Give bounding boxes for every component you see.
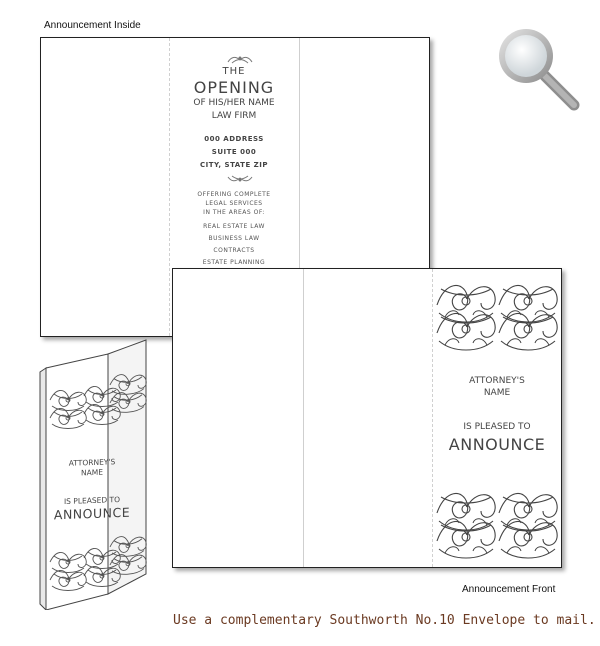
- inside-address-line1: 000 ADDRESS: [204, 135, 264, 143]
- preview-pleased: IS PLEASED TO: [63, 495, 121, 506]
- inside-offering-line2: LEGAL SERVICES: [205, 200, 263, 207]
- flourish-ornament-top: [435, 275, 559, 353]
- inside-his-her-name: OF HIS/HER NAME: [193, 98, 275, 108]
- flourish-ornament-bottom: [435, 483, 559, 561]
- inside-area-estate-planning: ESTATE PLANNING: [202, 259, 266, 266]
- inside-area-real-estate: REAL ESTATE LAW: [203, 223, 265, 230]
- small-ornament-mid: [227, 173, 253, 185]
- caption-front: Announcement Front: [462, 584, 556, 595]
- inside-offering-line3: IN THE AREAS OF:: [203, 209, 265, 216]
- front-pleased: IS PLEASED TO: [463, 422, 531, 432]
- small-ornament-top: [227, 52, 253, 66]
- inside-address-line2: SUITE 000: [211, 148, 257, 156]
- announcement-front-card[interactable]: [172, 268, 562, 568]
- inside-offering-line1: OFFERING COMPLETE: [197, 191, 271, 198]
- front-attorneys: ATTORNEY'S: [469, 376, 525, 386]
- inside-law-firm: LAW FIRM: [211, 111, 257, 121]
- preview-announce: ANNOUNCE: [53, 504, 131, 523]
- preview-name: NAME: [81, 467, 103, 478]
- inside-area-contracts: CONTRACTS: [213, 247, 255, 254]
- preview-attorneys: ATTORNEY'S: [68, 457, 116, 468]
- envelope-note: Use a complementary Southworth No.10 Envelope to mail.: [173, 613, 596, 628]
- caption-inside: Announcement Inside: [44, 20, 141, 31]
- front-fold-left: [303, 269, 304, 567]
- front-fold-right: [432, 269, 433, 567]
- inside-opening: OPENING: [193, 78, 275, 97]
- magnifier-icon[interactable]: [490, 20, 585, 112]
- inside-the: THE: [222, 66, 246, 77]
- inside-area-business: BUSINESS LAW: [208, 235, 260, 242]
- front-announce: ANNOUNCE: [448, 435, 546, 454]
- front-name: NAME: [483, 388, 511, 398]
- inside-address-line3: CITY, STATE ZIP: [200, 161, 268, 169]
